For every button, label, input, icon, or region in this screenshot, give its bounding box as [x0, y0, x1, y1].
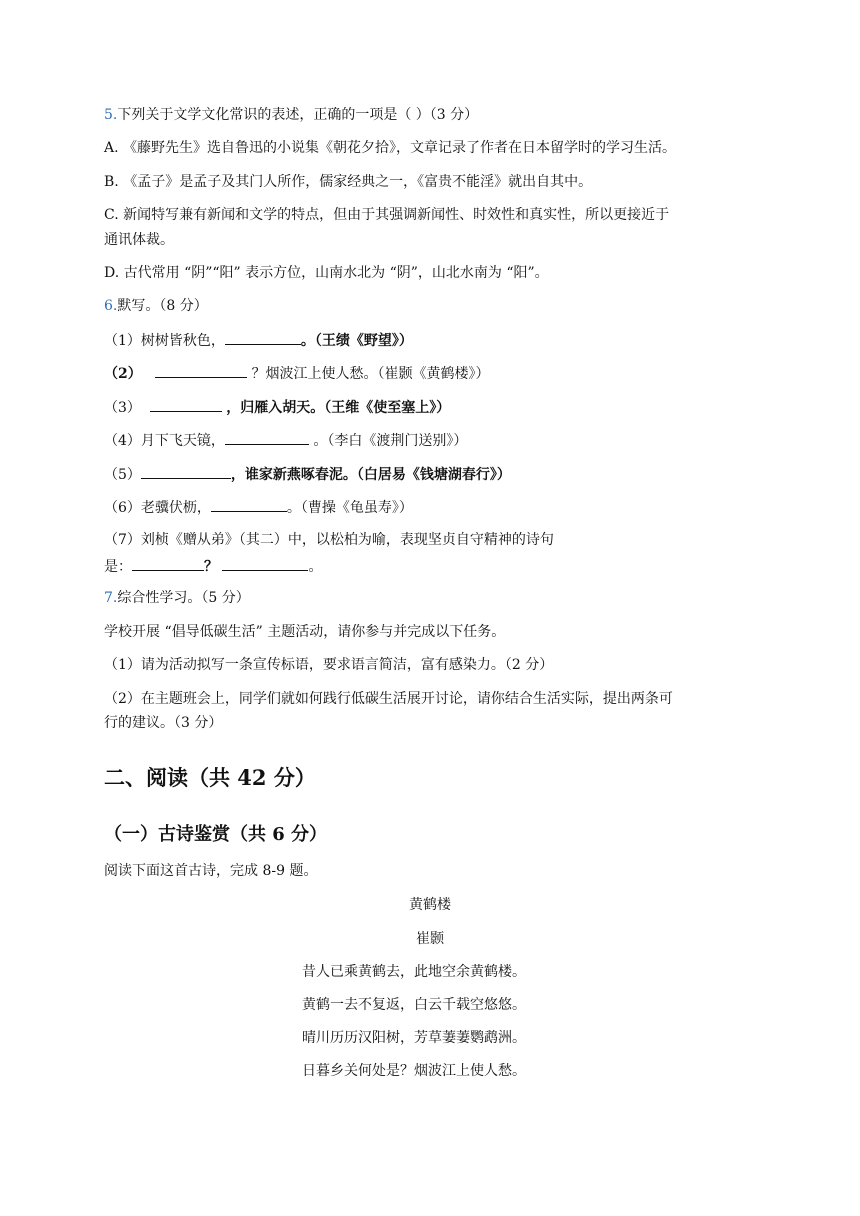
q7-part-1: （1）请为活动拟写一条宣传标语，要求语言简洁，富有感染力。（2 分） [104, 657, 554, 673]
q6-item-5 [104, 464, 511, 485]
blank-field[interactable] [225, 430, 309, 445]
q6-item-1 [104, 330, 413, 351]
q6-item-2 [104, 363, 490, 384]
section-heading: 二、阅读（共 42 分） [104, 765, 316, 790]
blank-field[interactable] [141, 464, 231, 479]
blank-field[interactable] [222, 556, 308, 571]
q5-number: 5. [104, 107, 118, 123]
section-instruction: 阅读下面这首古诗，完成 8-9 题。 [104, 863, 318, 879]
q6-item-4 [104, 430, 467, 451]
q6-stem-text: 默写。（8 分） [117, 298, 208, 314]
q6-item-2-pre: （2） [104, 366, 142, 382]
q6-stem [104, 296, 208, 316]
blank-field[interactable] [211, 497, 287, 512]
q6-item-7-line1: （7）刘桢《赠从弟》（其二）中，以松柏为喻，表现坚贞自守精神的诗句 [104, 532, 554, 548]
q7-stem [104, 588, 250, 608]
poem-author: 崔颢 [416, 931, 444, 947]
blank-field[interactable] [150, 397, 222, 412]
q6-item-1-post: 。（王绩《野望》） [300, 333, 413, 349]
q6-item-6-post: 。（曹操《龟虽寿》） [286, 500, 413, 516]
q7-intro: 学校开展 “倡导低碳生活” 主题活动，请你参与并完成以下任务。 [104, 624, 506, 640]
q5-stem [104, 105, 478, 125]
q6-item-7-post: 。 [308, 559, 323, 575]
q6-item-1-pre: （1）树树皆秋色， [104, 333, 225, 349]
q5-option-d: D. 古代常用 “阴”“阳” 表示方位，山南水北为 “阴”，山北水南为 “阳”。 [104, 265, 549, 281]
q6-item-7-line2 [104, 556, 322, 577]
q6-item-3 [104, 397, 450, 418]
q6-item-7-pre: 是： [104, 559, 132, 575]
q6-item-4-pre: （4）月下飞天镜， [104, 433, 225, 449]
q6-item-3-pre: （3） [104, 400, 141, 416]
q5-option-b: B. 《孟子》是孟子及其门人所作，儒家经典之一，《富贵不能淫》就出自其中。 [104, 174, 593, 190]
q7-number: 7. [104, 590, 118, 606]
q6-item-3-post: ，归雁入胡天。（王维《使至塞上》） [226, 400, 451, 416]
q7-stem-text: 综合性学习。（5 分） [117, 590, 250, 606]
q5-stem-text: 下列关于文学文化常识的表述，正确的一项是（ ）（3 分） [117, 107, 479, 123]
poem-line: 昔人已乘黄鹤去，此地空余黄鹤楼。 [302, 964, 526, 980]
q6-item-7-mid: ？ [204, 559, 218, 575]
poem-line: 晴川历历汉阳树，芳草萋萋鹦鹉洲。 [302, 1030, 526, 1046]
q6-number: 6. [104, 298, 118, 314]
blank-field[interactable] [225, 330, 301, 345]
q6-item-5-pre: （5） [104, 467, 141, 483]
q7-part-2-line2: 行的建议。（3 分） [104, 715, 223, 731]
q7-part-2-line1: （2）在主题班会上，同学们就如何践行低碳生活展开讨论，请你结合生活实际，提出两条可 [104, 691, 673, 707]
q6-item-6-pre: （6）老骥伏枥， [104, 500, 211, 516]
subsection-heading: （一）古诗鉴赏（共 6 分） [104, 824, 328, 845]
q6-item-6 [104, 497, 413, 518]
poem-title: 黄鹤楼 [409, 897, 451, 913]
q5-option-c-line2: 通讯体裁。 [104, 232, 174, 248]
q6-item-5-post: ，谁家新燕啄春泥。（白居易《钱塘湖春行》） [230, 467, 511, 483]
blank-field[interactable] [155, 363, 247, 378]
poem-line: 黄鹤一去不复返，白云千载空悠悠。 [302, 997, 526, 1013]
q5-option-c-line1: C. 新闻特写兼有新闻和文学的特点，但由于其强调新闻性、时效性和真实性，所以更接近于 [104, 207, 670, 223]
q5-option-a: A. 《藤野先生》选自鲁迅的小说集《朝花夕拾》，文章记录了作者在日本留学时的学习生活。 [104, 140, 677, 156]
blank-field[interactable] [132, 556, 204, 571]
q6-item-4-post: 。（李白《渡荆门送别》） [313, 433, 468, 449]
poem-line: 日暮乡关何处是？烟波江上使人愁。 [302, 1063, 526, 1079]
q6-item-2-post: ？烟波江上使人愁。（崔颢《黄鹤楼》） [251, 366, 490, 382]
